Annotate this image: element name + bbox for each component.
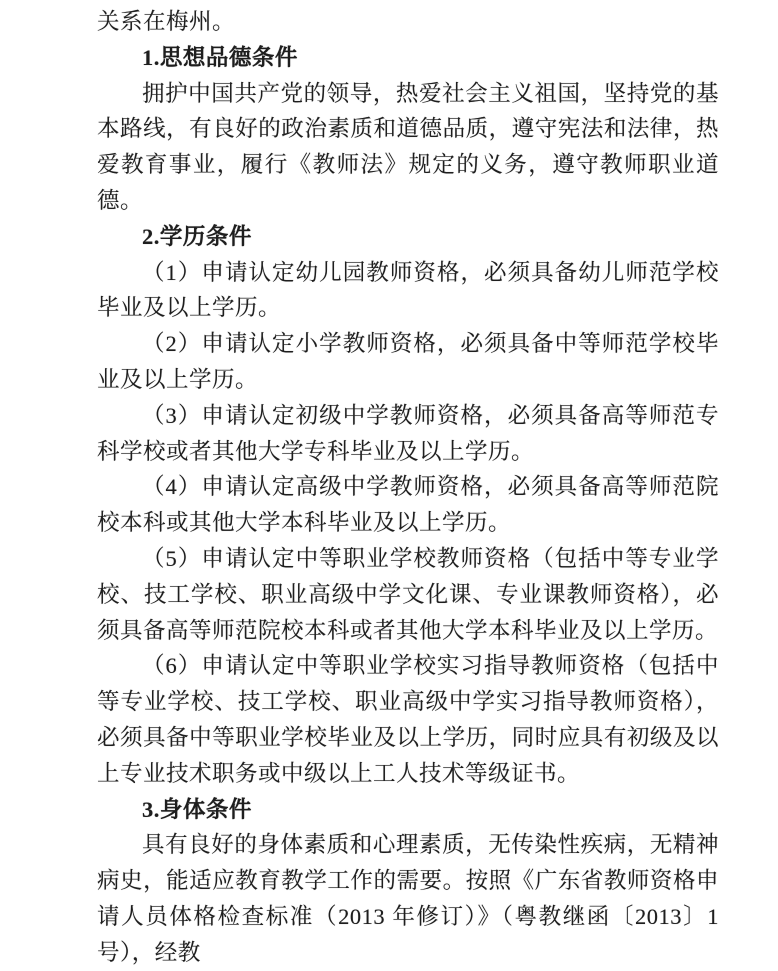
paragraph: 拥护中国共产党的领导，热爱社会主义祖国，坚持党的基本路线，有良好的政治素质和道德品质，遵守宪法和法律，热爱教育事业，履行《教师法》规定的义务，遵守教师职业道德。 [97, 80, 719, 213]
section-heading: 3.身体条件 [142, 796, 252, 822]
section-heading: 1.思想品德条件 [142, 44, 298, 70]
document-body [97, 0, 719, 971]
paragraph: 关系在梅州。 [97, 9, 236, 34]
paragraph: （6）申请认定中等职业学校实习指导教师资格（包括中等专业学校、技工学校、职业高级中学实习指导教师资格），必须具备中等职业学校毕业及以上学历，同时应具有初级及以上专业技术职务或中级以上工人技术等级证书。 [97, 653, 719, 786]
paragraph: （2）申请认定小学教师资格，必须具备中等师范学校毕业及以上学历。 [97, 331, 719, 392]
paragraph: （4）申请认定高级中学教师资格，必须具备高等师范院校本科或其他大学本科毕业及以上学历。 [97, 474, 719, 536]
section-heading: 2.学历条件 [142, 223, 252, 249]
paragraph: （1）申请认定幼儿园教师资格，必须具备幼儿师范学校毕业及以上学历。 [97, 259, 719, 321]
paragraph: 具有良好的身体素质和心理素质，无传染性疾病，无精神病史，能适应教育教学工作的需要。按照《广东省教师资格申请人员体格检查标准（2013 年修订）》（粤教继函〔2013〕1 号），经教 [97, 832, 719, 965]
paragraph: （3）申请认定初级中学教师资格，必须具备高等师范专科学校或者其他大学专科毕业及以上学历。 [97, 402, 719, 464]
paragraph: （5）申请认定中等职业学校教师资格（包括中等专业学校、技工学校、职业高级中学文化课、专业课教师资格），必须具备高等师范院校本科或者其他大学本科毕业及以上学历。 [97, 545, 719, 643]
